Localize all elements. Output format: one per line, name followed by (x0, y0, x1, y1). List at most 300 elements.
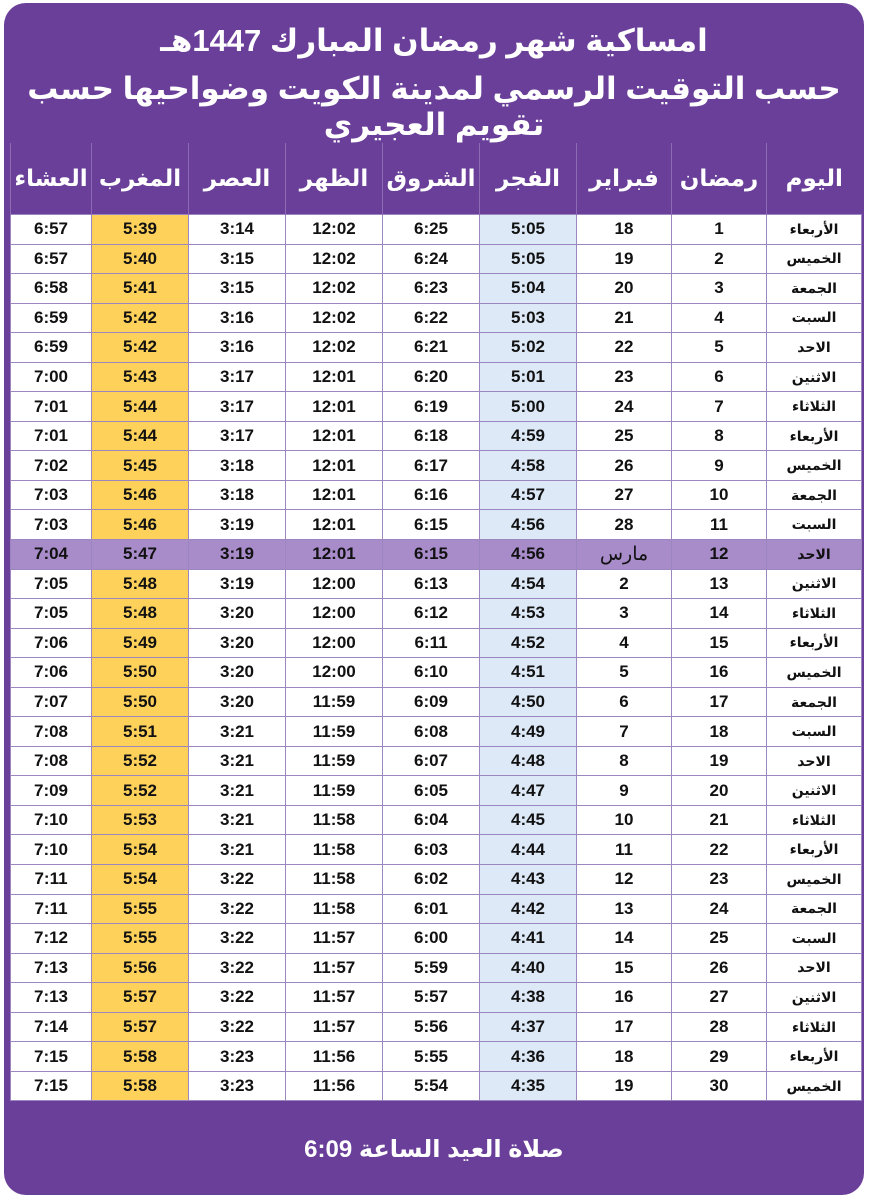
cell-dhuhr: 11:57 (286, 924, 383, 954)
schedule-table (10, 143, 862, 1101)
cell-dhuhr: 12:01 (286, 392, 383, 422)
cell-dhuhr: 11:59 (286, 687, 383, 717)
cell-fajr: 4:45 (480, 805, 577, 835)
cell-ramadan-day: 24 (672, 894, 767, 924)
cell-sunrise: 6:04 (383, 805, 480, 835)
cell-sunrise: 6:17 (383, 451, 480, 481)
cell-gregorian-day: 23 (577, 362, 672, 392)
cell-asr: 3:20 (189, 599, 286, 629)
cell-isha: 7:12 (11, 924, 92, 954)
table-row (11, 924, 862, 954)
cell-fajr: 4:43 (480, 865, 577, 895)
cell-maghrib: 5:42 (92, 303, 189, 333)
cell-day: السبت (767, 717, 862, 747)
cell-sunrise: 6:02 (383, 865, 480, 895)
cell-sunrise: 6:09 (383, 687, 480, 717)
cell-asr: 3:19 (189, 569, 286, 599)
cell-maghrib: 5:44 (92, 421, 189, 451)
cell-ramadan-day: 2 (672, 244, 767, 274)
cell-fajr: 4:59 (480, 421, 577, 451)
cell-ramadan-day: 18 (672, 717, 767, 747)
cell-dhuhr: 12:01 (286, 362, 383, 392)
cell-isha: 7:03 (11, 510, 92, 540)
cell-isha: 7:10 (11, 835, 92, 865)
cell-gregorian-day: 18 (577, 1042, 672, 1072)
cell-fajr: 4:35 (480, 1071, 577, 1101)
cell-ramadan-day: 6 (672, 362, 767, 392)
cell-fajr: 4:50 (480, 687, 577, 717)
cell-isha: 6:57 (11, 215, 92, 245)
table-row (11, 835, 862, 865)
cell-dhuhr: 11:56 (286, 1071, 383, 1101)
cell-asr: 3:14 (189, 215, 286, 245)
table-row (11, 776, 862, 806)
cell-fajr: 4:52 (480, 628, 577, 658)
cell-ramadan-day: 1 (672, 215, 767, 245)
cell-sunrise: 6:25 (383, 215, 480, 245)
cell-asr: 3:22 (189, 1012, 286, 1042)
cell-asr: 3:16 (189, 303, 286, 333)
table-row (11, 274, 862, 304)
cell-dhuhr: 12:01 (286, 540, 383, 570)
cell-dhuhr: 11:58 (286, 865, 383, 895)
cell-ramadan-day: 15 (672, 628, 767, 658)
cell-asr: 3:21 (189, 776, 286, 806)
cell-fajr: 5:01 (480, 362, 577, 392)
cell-sunrise: 6:07 (383, 746, 480, 776)
cell-asr: 3:20 (189, 658, 286, 688)
cell-sunrise: 6:10 (383, 658, 480, 688)
cell-maghrib: 5:43 (92, 362, 189, 392)
cell-day: الأربعاء (767, 1042, 862, 1072)
cell-asr: 3:21 (189, 717, 286, 747)
cell-sunrise: 5:55 (383, 1042, 480, 1072)
cell-dhuhr: 12:02 (286, 215, 383, 245)
cell-maghrib: 5:53 (92, 805, 189, 835)
cell-dhuhr: 11:56 (286, 1042, 383, 1072)
cell-asr: 3:22 (189, 865, 286, 895)
cell-maghrib: 5:46 (92, 510, 189, 540)
cell-isha: 7:06 (11, 628, 92, 658)
cell-asr: 3:15 (189, 274, 286, 304)
cell-isha: 7:03 (11, 480, 92, 510)
table-row (11, 215, 862, 245)
cell-gregorian-day: مارس (577, 540, 672, 570)
cell-sunrise: 6:12 (383, 599, 480, 629)
cell-day: الاحد (767, 540, 862, 570)
cell-ramadan-day: 5 (672, 333, 767, 363)
table-row (11, 244, 862, 274)
table-row (11, 451, 862, 481)
cell-sunrise: 6:11 (383, 628, 480, 658)
col-header-fajr: الفجر (480, 143, 577, 215)
cell-isha: 7:14 (11, 1012, 92, 1042)
cell-gregorian-day: 6 (577, 687, 672, 717)
cell-gregorian-day: 7 (577, 717, 672, 747)
cell-day: السبت (767, 510, 862, 540)
imsakiya-card (4, 3, 864, 1195)
cell-isha: 7:02 (11, 451, 92, 481)
cell-gregorian-day: 4 (577, 628, 672, 658)
cell-day: الاحد (767, 333, 862, 363)
cell-fajr: 4:36 (480, 1042, 577, 1072)
cell-isha: 7:01 (11, 421, 92, 451)
table-row (11, 1012, 862, 1042)
cell-gregorian-day: 19 (577, 244, 672, 274)
cell-day: السبت (767, 924, 862, 954)
cell-maghrib: 5:50 (92, 658, 189, 688)
cell-ramadan-day: 13 (672, 569, 767, 599)
cell-gregorian-day: 25 (577, 421, 672, 451)
cell-dhuhr: 11:59 (286, 746, 383, 776)
cell-fajr: 4:54 (480, 569, 577, 599)
cell-sunrise: 6:21 (383, 333, 480, 363)
cell-fajr: 4:42 (480, 894, 577, 924)
cell-ramadan-day: 29 (672, 1042, 767, 1072)
cell-dhuhr: 11:57 (286, 983, 383, 1013)
cell-fajr: 4:48 (480, 746, 577, 776)
cell-sunrise: 5:59 (383, 953, 480, 983)
cell-gregorian-day: 26 (577, 451, 672, 481)
cell-isha: 6:58 (11, 274, 92, 304)
cell-sunrise: 6:03 (383, 835, 480, 865)
cell-dhuhr: 11:58 (286, 835, 383, 865)
cell-isha: 7:15 (11, 1042, 92, 1072)
cell-sunrise: 6:15 (383, 510, 480, 540)
header-row (11, 143, 862, 215)
cell-ramadan-day: 8 (672, 421, 767, 451)
cell-day: الثلاثاء (767, 599, 862, 629)
cell-gregorian-day: 21 (577, 303, 672, 333)
cell-day: الخميس (767, 658, 862, 688)
col-header-sunrise: الشروق (383, 143, 480, 215)
cell-ramadan-day: 9 (672, 451, 767, 481)
cell-maghrib: 5:55 (92, 894, 189, 924)
cell-maghrib: 5:58 (92, 1042, 189, 1072)
cell-ramadan-day: 11 (672, 510, 767, 540)
table-row (11, 628, 862, 658)
cell-gregorian-day: 3 (577, 599, 672, 629)
cell-fajr: 4:37 (480, 1012, 577, 1042)
cell-sunrise: 6:05 (383, 776, 480, 806)
table-row (11, 658, 862, 688)
cell-ramadan-day: 23 (672, 865, 767, 895)
cell-gregorian-day: 2 (577, 569, 672, 599)
cell-day: الخميس (767, 451, 862, 481)
cell-ramadan-day: 14 (672, 599, 767, 629)
cell-day: الخميس (767, 865, 862, 895)
cell-fajr: 5:00 (480, 392, 577, 422)
cell-gregorian-day: 20 (577, 274, 672, 304)
cell-sunrise: 6:13 (383, 569, 480, 599)
cell-day: الاثنين (767, 776, 862, 806)
table-row (11, 687, 862, 717)
col-header-maghrib: المغرب (92, 143, 189, 215)
cell-dhuhr: 12:00 (286, 569, 383, 599)
cell-isha: 6:59 (11, 333, 92, 363)
cell-sunrise: 6:08 (383, 717, 480, 747)
cell-asr: 3:17 (189, 392, 286, 422)
table-row (11, 983, 862, 1013)
cell-asr: 3:20 (189, 687, 286, 717)
cell-fajr: 4:58 (480, 451, 577, 481)
cell-gregorian-day: 9 (577, 776, 672, 806)
cell-maghrib: 5:41 (92, 274, 189, 304)
cell-isha: 7:07 (11, 687, 92, 717)
cell-maghrib: 5:54 (92, 865, 189, 895)
eid-prayer-time: صلاة العيد الساعة 6:09 (304, 1136, 564, 1163)
cell-fajr: 4:57 (480, 480, 577, 510)
cell-asr: 3:23 (189, 1042, 286, 1072)
cell-dhuhr: 12:01 (286, 421, 383, 451)
cell-asr: 3:21 (189, 835, 286, 865)
cell-sunrise: 6:18 (383, 421, 480, 451)
cell-fajr: 4:53 (480, 599, 577, 629)
cell-fajr: 4:49 (480, 717, 577, 747)
cell-fajr: 4:56 (480, 540, 577, 570)
cell-asr: 3:18 (189, 451, 286, 481)
cell-maghrib: 5:44 (92, 392, 189, 422)
cell-day: الاحد (767, 746, 862, 776)
cell-ramadan-day: 7 (672, 392, 767, 422)
cell-maghrib: 5:46 (92, 480, 189, 510)
cell-dhuhr: 12:02 (286, 274, 383, 304)
cell-sunrise: 6:22 (383, 303, 480, 333)
table-row (11, 746, 862, 776)
cell-isha: 7:10 (11, 805, 92, 835)
col-header-day: اليوم (767, 143, 862, 215)
cell-asr: 3:21 (189, 746, 286, 776)
cell-dhuhr: 12:01 (286, 480, 383, 510)
cell-asr: 3:19 (189, 510, 286, 540)
cell-fajr: 4:56 (480, 510, 577, 540)
table-row (11, 540, 862, 570)
cell-asr: 3:22 (189, 894, 286, 924)
cell-dhuhr: 11:58 (286, 805, 383, 835)
table-row (11, 894, 862, 924)
cell-dhuhr: 12:00 (286, 599, 383, 629)
cell-isha: 7:04 (11, 540, 92, 570)
cell-dhuhr: 12:01 (286, 510, 383, 540)
cell-day: الجمعة (767, 894, 862, 924)
cell-ramadan-day: 19 (672, 746, 767, 776)
cell-ramadan-day: 20 (672, 776, 767, 806)
cell-sunrise: 6:01 (383, 894, 480, 924)
cell-maghrib: 5:45 (92, 451, 189, 481)
cell-fajr: 4:40 (480, 953, 577, 983)
cell-dhuhr: 12:02 (286, 244, 383, 274)
cell-asr: 3:17 (189, 421, 286, 451)
cell-asr: 3:22 (189, 953, 286, 983)
cell-ramadan-day: 26 (672, 953, 767, 983)
cell-isha: 7:13 (11, 983, 92, 1013)
cell-day: الخميس (767, 244, 862, 274)
cell-dhuhr: 12:00 (286, 658, 383, 688)
cell-isha: 7:15 (11, 1071, 92, 1101)
cell-maghrib: 5:50 (92, 687, 189, 717)
table-row (11, 333, 862, 363)
col-header-asr: العصر (189, 143, 286, 215)
cell-isha: 7:01 (11, 392, 92, 422)
cell-ramadan-day: 12 (672, 540, 767, 570)
cell-maghrib: 5:39 (92, 215, 189, 245)
cell-asr: 3:23 (189, 1071, 286, 1101)
cell-dhuhr: 11:58 (286, 894, 383, 924)
cell-maghrib: 5:56 (92, 953, 189, 983)
cell-gregorian-day: 13 (577, 894, 672, 924)
cell-maghrib: 5:57 (92, 1012, 189, 1042)
cell-fajr: 4:41 (480, 924, 577, 954)
table-row (11, 717, 862, 747)
cell-asr: 3:17 (189, 362, 286, 392)
cell-isha: 7:08 (11, 746, 92, 776)
cell-sunrise: 6:20 (383, 362, 480, 392)
cell-gregorian-day: 17 (577, 1012, 672, 1042)
table-row (11, 599, 862, 629)
cell-ramadan-day: 3 (672, 274, 767, 304)
cell-sunrise: 5:54 (383, 1071, 480, 1101)
cell-dhuhr: 12:00 (286, 628, 383, 658)
col-header-ramadan: رمضان (672, 143, 767, 215)
cell-maghrib: 5:49 (92, 628, 189, 658)
cell-day: السبت (767, 303, 862, 333)
cell-sunrise: 6:24 (383, 244, 480, 274)
cell-ramadan-day: 16 (672, 658, 767, 688)
table-row (11, 569, 862, 599)
cell-maghrib: 5:42 (92, 333, 189, 363)
table-row (11, 953, 862, 983)
cell-maghrib: 5:52 (92, 746, 189, 776)
cell-maghrib: 5:54 (92, 835, 189, 865)
cell-asr: 3:15 (189, 244, 286, 274)
cell-gregorian-day: 8 (577, 746, 672, 776)
table-row (11, 805, 862, 835)
cell-gregorian-day: 16 (577, 983, 672, 1013)
cell-sunrise: 5:57 (383, 983, 480, 1013)
cell-ramadan-day: 28 (672, 1012, 767, 1042)
cell-gregorian-day: 11 (577, 835, 672, 865)
cell-maghrib: 5:48 (92, 599, 189, 629)
cell-day: الجمعة (767, 687, 862, 717)
cell-dhuhr: 12:02 (286, 333, 383, 363)
table-row (11, 480, 862, 510)
cell-gregorian-day: 14 (577, 924, 672, 954)
cell-isha: 7:05 (11, 569, 92, 599)
cell-ramadan-day: 22 (672, 835, 767, 865)
cell-dhuhr: 12:02 (286, 303, 383, 333)
cell-dhuhr: 12:01 (286, 451, 383, 481)
cell-maghrib: 5:40 (92, 244, 189, 274)
cell-ramadan-day: 4 (672, 303, 767, 333)
cell-sunrise: 6:00 (383, 924, 480, 954)
cell-fajr: 5:04 (480, 274, 577, 304)
table-row (11, 1042, 862, 1072)
cell-day: الثلاثاء (767, 805, 862, 835)
cell-isha: 7:00 (11, 362, 92, 392)
col-header-isha: العشاء (11, 143, 92, 215)
title-line-1: امساكية شهر رمضان المبارك 1447هـ (160, 23, 708, 58)
cell-gregorian-day: 27 (577, 480, 672, 510)
cell-fajr: 5:05 (480, 244, 577, 274)
cell-asr: 3:18 (189, 480, 286, 510)
cell-day: الاثنين (767, 569, 862, 599)
cell-gregorian-day: 5 (577, 658, 672, 688)
cell-sunrise: 6:23 (383, 274, 480, 304)
cell-isha: 7:06 (11, 658, 92, 688)
table-row (11, 362, 862, 392)
cell-isha: 7:11 (11, 894, 92, 924)
title-line-2: حسب التوقيت الرسمي لمدينة الكويت وضواحيها حسب تقويم العجيري (27, 71, 841, 142)
cell-day: الثلاثاء (767, 1012, 862, 1042)
cell-fajr: 5:03 (480, 303, 577, 333)
cell-isha: 7:08 (11, 717, 92, 747)
cell-maghrib: 5:52 (92, 776, 189, 806)
cell-maghrib: 5:55 (92, 924, 189, 954)
cell-maghrib: 5:58 (92, 1071, 189, 1101)
cell-gregorian-day: 28 (577, 510, 672, 540)
cell-day: الأربعاء (767, 215, 862, 245)
cell-sunrise: 5:56 (383, 1012, 480, 1042)
cell-day: الاثنين (767, 983, 862, 1013)
cell-gregorian-day: 22 (577, 333, 672, 363)
cell-ramadan-day: 25 (672, 924, 767, 954)
cell-dhuhr: 11:57 (286, 953, 383, 983)
cell-isha: 7:11 (11, 865, 92, 895)
cell-gregorian-day: 24 (577, 392, 672, 422)
cell-fajr: 4:38 (480, 983, 577, 1013)
cell-gregorian-day: 12 (577, 865, 672, 895)
cell-gregorian-day: 19 (577, 1071, 672, 1101)
cell-sunrise: 6:16 (383, 480, 480, 510)
cell-day: الأربعاء (767, 628, 862, 658)
table-row (11, 865, 862, 895)
cell-asr: 3:22 (189, 924, 286, 954)
cell-asr: 3:20 (189, 628, 286, 658)
table-row (11, 303, 862, 333)
cell-day: الثلاثاء (767, 392, 862, 422)
cell-day: الجمعة (767, 480, 862, 510)
cell-maghrib: 5:51 (92, 717, 189, 747)
cell-fajr: 4:44 (480, 835, 577, 865)
cell-fajr: 4:51 (480, 658, 577, 688)
schedule-body (11, 215, 862, 1101)
cell-dhuhr: 11:59 (286, 717, 383, 747)
col-header-dhuhr: الظهر (286, 143, 383, 215)
col-header-february: فبراير (577, 143, 672, 215)
table-row (11, 510, 862, 540)
cell-ramadan-day: 27 (672, 983, 767, 1013)
cell-isha: 6:57 (11, 244, 92, 274)
cell-isha: 7:05 (11, 599, 92, 629)
cell-fajr: 5:05 (480, 215, 577, 245)
cell-gregorian-day: 15 (577, 953, 672, 983)
cell-asr: 3:16 (189, 333, 286, 363)
cell-maghrib: 5:57 (92, 983, 189, 1013)
cell-maghrib: 5:47 (92, 540, 189, 570)
cell-ramadan-day: 21 (672, 805, 767, 835)
cell-ramadan-day: 17 (672, 687, 767, 717)
cell-sunrise: 6:19 (383, 392, 480, 422)
cell-gregorian-day: 18 (577, 215, 672, 245)
cell-asr: 3:21 (189, 805, 286, 835)
cell-isha: 6:59 (11, 303, 92, 333)
table-row (11, 1071, 862, 1101)
cell-sunrise: 6:15 (383, 540, 480, 570)
cell-day: الجمعة (767, 274, 862, 304)
cell-asr: 3:22 (189, 983, 286, 1013)
cell-fajr: 4:47 (480, 776, 577, 806)
cell-day: الأربعاء (767, 421, 862, 451)
